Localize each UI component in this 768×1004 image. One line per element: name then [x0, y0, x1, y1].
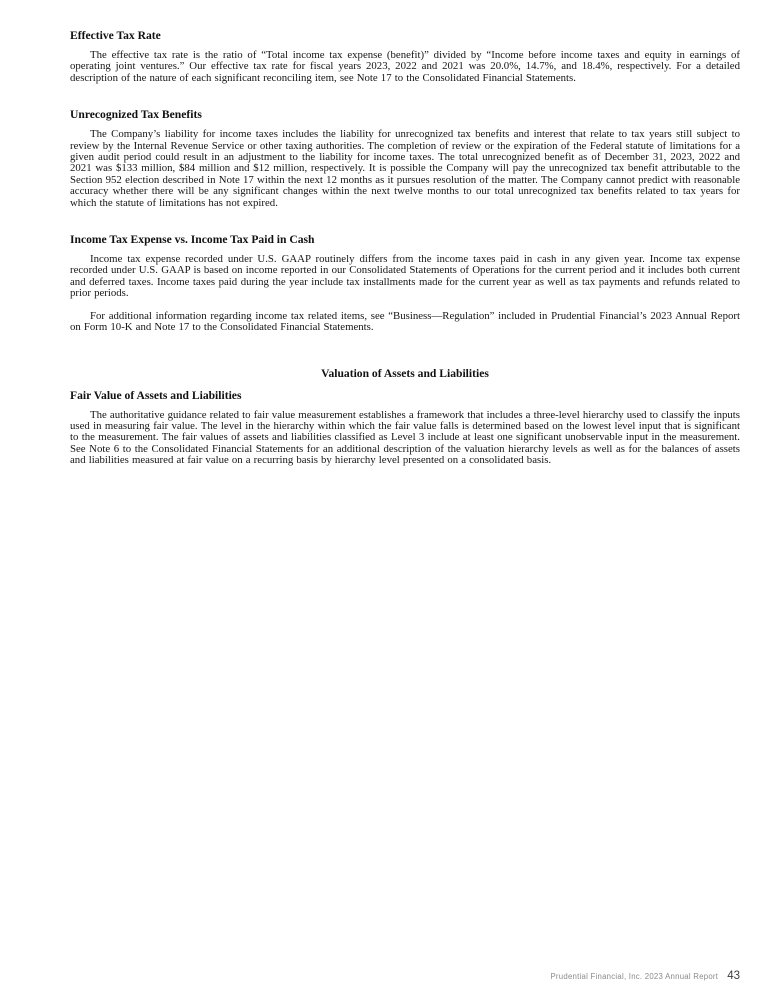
body-paragraph: Income tax expense recorded under U.S. GAAP routinely differs from the income taxes paid in cash in any given year. Income tax expense recorded under U.S. GAAP is based on income reported in our Consolidated Statements of Operations for the current period and it includes both current and deferred taxes. Income taxes paid during the year include tax installments made for the current year as well as tax payments and refunds related to prior periods. — [70, 253, 740, 300]
body-paragraph: The Company’s liability for income taxes includes the liability for unrecognized tax benefits and interest that relate to tax years still subject to review by the Internal Revenue Service or other taxing authorities. The completion of review or the expiration of the Federal statute of limitations for a given audit period could result in an adjustment to the liability for income taxes. The total unrecognized benefit as of December 31, 2023, 2022 and 2021 was $133 million, $84 million and $12 million, respectively. It is possible the Company will pay the unrecognized tax benefit attributable to the Section 952 election described in Note 17 within the next 12 months as it pursues resolution of the matter. The Company cannot predict with reasonable accuracy whether there will be any significant changes within the next twelve months to our total unrecognized tax benefits related to tax years for which the statute of limitations has not expired. — [70, 128, 740, 209]
section-heading: Fair Value of Assets and Liabilities — [70, 388, 242, 402]
body-paragraph: The authoritative guidance related to fair value measurement establishes a framework that includes a three-level hierarchy used to classify the inputs used in measuring fair value. The level in the hierarchy within which the fair value falls is determined based on the lowest level input that is significant to the measurement. The fair values of assets and liabilities classified as Level 3 include at least one significant unobservable input in the measurement. See Note 6 to the Consolidated Financial Statements for an additional description of the valuation hierarchy levels as well as for the balances of assets and liabilities measured at fair value on a recurring basis by hierarchy level presented on a consolidated basis. — [70, 408, 740, 467]
body-paragraph: For additional information regarding income tax related items, see “Business—Regulation” included in Prudential Financial’s 2023 Annual Report on Form 10-K and Note 17 to the Consolidated Financial Statements. — [70, 309, 740, 334]
page-footer — [550, 970, 740, 982]
footer-report-title: Prudential Financial, Inc. 2023 Annual Report — [550, 972, 719, 981]
section-heading: Valuation of Assets and Liabilities — [321, 366, 489, 380]
section-heading: Effective Tax Rate — [70, 29, 161, 42]
page-number: 43 — [727, 970, 740, 982]
document-content — [70, 29, 740, 467]
section-heading: Income Tax Expense vs. Income Tax Paid in Cash — [70, 233, 315, 247]
section-heading: Unrecognized Tax Benefits — [70, 108, 202, 122]
body-paragraph: The effective tax rate is the ratio of “Total income tax expense (benefit)” divided by “Income before income taxes and equity in earnings of operating joint ventures.” Our effective tax rate for fiscal years 2023, 2022 and 2021 was 20.0%, 14.7%, and 18.4%, respectively. For a detailed description of the nature of each significant reconciling item, see Note 17 to the Consolidated Financial Statements. — [70, 49, 740, 84]
